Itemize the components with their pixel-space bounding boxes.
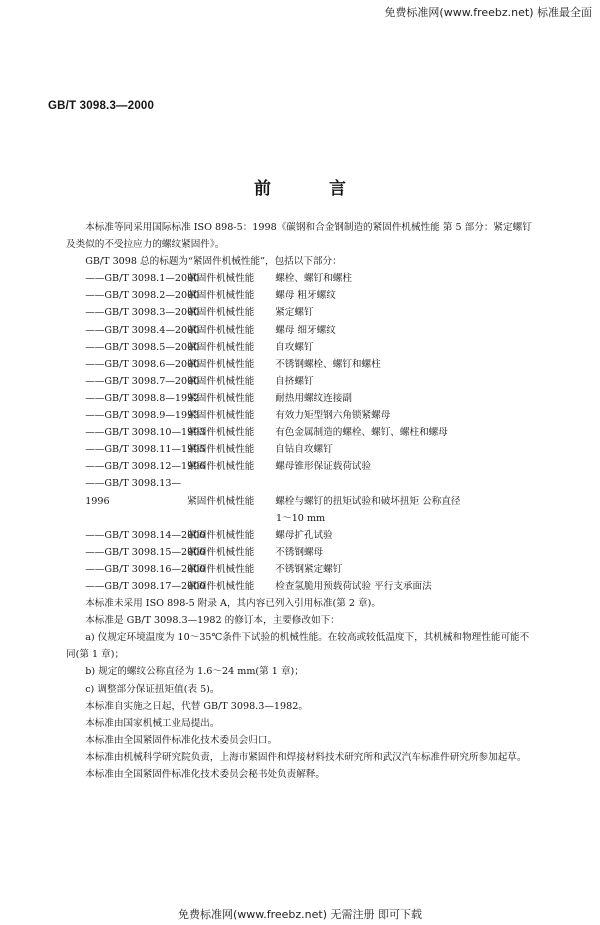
- list-item: ——GB/T 3098.12—1996紧固件机械性能 螺母锥形保证载荷试验: [85, 461, 372, 473]
- change-item-c: c) 调整部分保证扭矩值(表 5)。: [85, 683, 220, 695]
- parts-intro: GB/T 3098 总的标题为“紧固件机械性能”，包括以下部分：: [85, 256, 342, 268]
- list-item: ——GB/T 3098.11—1995紧固件机械性能 自钻自攻螺钉: [85, 444, 333, 456]
- change-item-a: a) 仪规定环境温度为 10～35℃条件下试验的机械性能。在较高或较低温度下，其机械和物理性能可能不同(第 1 章)；: [66, 632, 530, 661]
- list-item: ——GB/T 3098.9—1993紧固件机械性能 有效力矩型钢六角锁紧螺母: [85, 410, 391, 422]
- interpreted-by: 本标准由全国紧固件标准化技术委员会秘书处负责解释。: [85, 769, 326, 780]
- site-banner-top: 免费标准网(www.freebz.net) 标准最全面: [384, 6, 592, 19]
- list-item: ——GB/T 3098.16—2000紧固件机械性能 不锈钢紧定螺钉: [85, 563, 343, 575]
- parts-list: [66, 270, 538, 595]
- standard-code: GB/T 3098.3—2000: [48, 100, 155, 112]
- list-item: ——GB/T 3098.7—2000紧固件机械性能 自挤螺钉: [85, 375, 314, 387]
- page-title: 前 言: [254, 179, 372, 199]
- list-item: ——GB/T 3098.8—1992紧固件机械性能 耐热用螺纹连接副: [85, 392, 352, 404]
- appendix-note: 本标准未采用 ISO 898-5 附录 A，其内容已列入引用标准(第 2 章)。: [85, 598, 381, 610]
- centralized-by: 本标准由全国紧固件标准化技术委员会归口。: [85, 734, 278, 746]
- foreword-body: [66, 219, 538, 783]
- revision-note: 本标准是 GB/T 3098.3—1982 的修订本，主要修改如下：: [85, 615, 340, 627]
- list-item: ——GB/T 3098.10—1993紧固件机械性能 有色金属制造的螺栓、螺钉、螺柱和螺母: [85, 427, 448, 439]
- change-item-b: b) 规定的螺纹公称直径为 1.6～24 mm(第 1 章)；: [85, 666, 304, 678]
- effective-note: 本标准自实施之日起，代替 GB/T 3098.3—1982。: [85, 700, 308, 712]
- list-item: ——GB/T 3098.1—2000紧固件机械性能 螺栓、螺钉和螺柱: [85, 273, 352, 285]
- list-item: ——GB/T 3098.6—2000紧固件机械性能 不锈钢螺栓、螺钉和螺柱: [85, 358, 381, 370]
- intro-paragraph: 本标准等同采用国际标准 ISO 898-5：1998《碳钢和合金钢制造的紧固件机械性能 第 5 部分：紧定螺钉及类似的不受拉应力的螺纹紧固件》。: [66, 222, 532, 251]
- list-item: ——GB/T 3098.3—2000紧固件机械性能 紧定螺钉: [85, 307, 314, 319]
- site-banner-bottom: 免费标准网(www.freebz.net) 无需注册 即可下载: [177, 908, 423, 921]
- list-item: ——GB/T 3098.5—2000紧固件机械性能 自攻螺钉: [85, 341, 314, 353]
- list-item: ——GB/T 3098.14—2000紧固件机械性能 螺母扩孔试验: [85, 529, 333, 541]
- list-item: ——GB/T 3098.4—2000紧固件机械性能 螺母 细牙螺纹: [85, 324, 336, 336]
- list-item: ——GB/T 3098.2—2000紧固件机械性能 螺母 粗牙螺纹: [85, 290, 336, 302]
- list-item: ——GB/T 3098.15—2000紧固件机械性能 不锈钢螺母: [85, 546, 324, 558]
- drafted-by: 本标准由机械科学研究院负责，上海市紧固件和焊接材料技术研究所和武汉汽车标准件研究所参加起草。: [85, 751, 527, 763]
- list-item: ——GB/T 3098.13—1996 紧固件机械性能 螺栓与螺钉的扭矩试验和破坏扭矩 公称直径 1～10 mm: [85, 478, 461, 524]
- proposed-by: 本标准由国家机械工业局提出。: [85, 717, 220, 729]
- list-item: ——GB/T 3098.17—2000紧固件机械性能 检查氢脆用预载荷试验 平行支承面法: [85, 580, 432, 592]
